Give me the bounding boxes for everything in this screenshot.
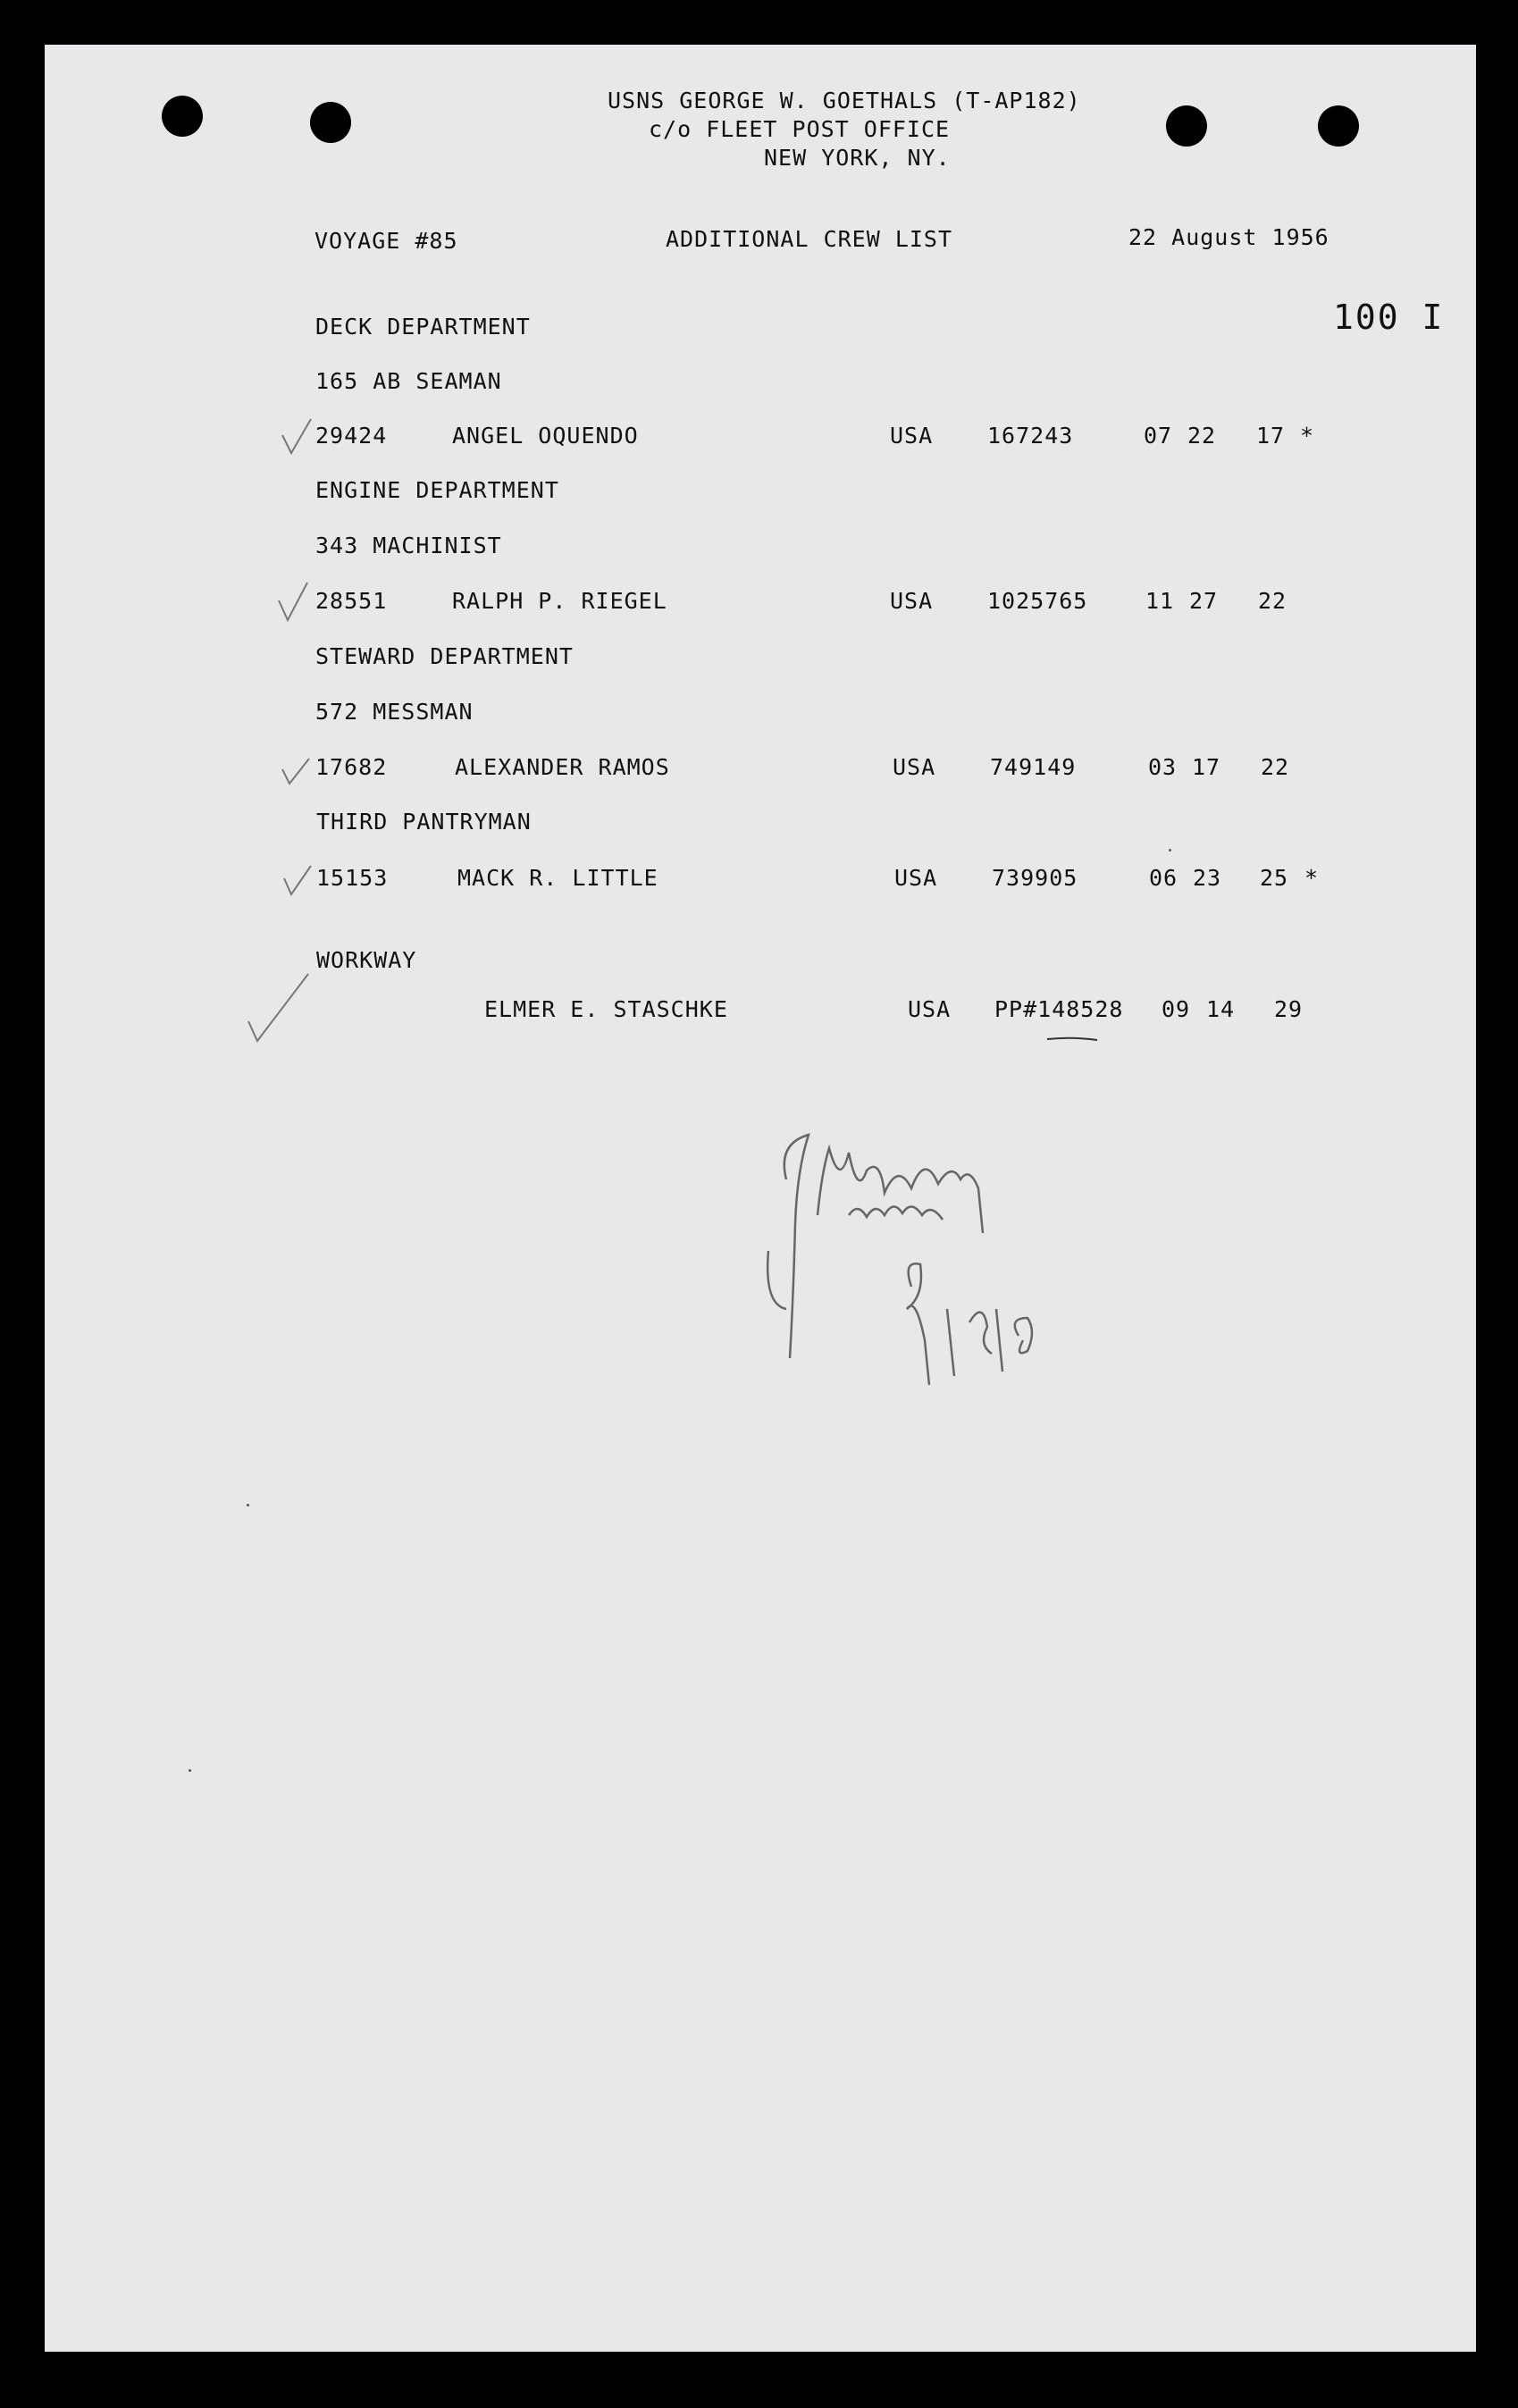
crew-country: USA <box>890 588 934 614</box>
asterisk-mark: * <box>1304 865 1320 891</box>
birth-day: 22 <box>1187 423 1217 449</box>
check-mark-icon <box>241 969 313 1045</box>
punch-hole-left-1 <box>162 96 203 137</box>
birth-year: 22 <box>1258 588 1287 614</box>
birth-year: 17 <box>1256 423 1286 449</box>
crew-name: ALEXANDER RAMOS <box>455 754 670 780</box>
birth-year: 25 <box>1260 865 1289 891</box>
crew-number: 17682 <box>315 754 388 780</box>
underline-mark <box>1045 1035 1099 1044</box>
crew-name: MACK R. LITTLE <box>457 865 658 891</box>
punch-hole-left-2 <box>310 102 351 143</box>
check-mark-icon <box>279 755 315 786</box>
crew-document: 1025765 <box>987 588 1088 614</box>
crew-document: 739905 <box>992 865 1078 891</box>
rating-label: 572 MESSMAN <box>315 699 474 725</box>
asterisk-mark: * <box>1300 423 1315 449</box>
birth-month: 09 <box>1162 996 1191 1022</box>
rating-label: THIRD PANTRYMAN <box>316 809 532 835</box>
page-mark: 100 I <box>1333 298 1445 337</box>
paper-speck <box>189 1769 191 1772</box>
birth-month: 03 <box>1148 754 1178 780</box>
check-mark-icon <box>275 579 311 624</box>
birth-year: 22 <box>1261 754 1290 780</box>
crew-number: 29424 <box>315 423 388 449</box>
punch-hole-right-1 <box>1166 105 1207 147</box>
crew-name: ELMER E. STASCHKE <box>484 996 728 1022</box>
rating-label: WORKWAY <box>316 947 417 973</box>
ship-name: USNS GEORGE W. GOETHALS (T-AP182) <box>608 88 1081 113</box>
address-line-2: NEW YORK, NY. <box>764 145 951 171</box>
department-label: DECK DEPARTMENT <box>315 314 531 340</box>
crew-country: USA <box>894 865 938 891</box>
department-label: ENGINE DEPARTMENT <box>315 477 559 503</box>
birth-month: 07 <box>1144 423 1173 449</box>
crew-number: 15153 <box>316 865 389 891</box>
handwritten-signature <box>724 1117 1188 1439</box>
address-line-1: c/o FLEET POST OFFICE <box>649 116 951 142</box>
birth-day: 27 <box>1189 588 1219 614</box>
crew-country: USA <box>893 754 936 780</box>
crew-country: USA <box>908 996 952 1022</box>
document-title: ADDITIONAL CREW LIST <box>666 226 953 252</box>
birth-day: 14 <box>1206 996 1236 1022</box>
crew-document: PP#148528 <box>994 996 1124 1022</box>
birth-year: 29 <box>1274 996 1304 1022</box>
crew-name: ANGEL OQUENDO <box>452 423 639 449</box>
punch-hole-right-2 <box>1318 105 1359 147</box>
crew-document: 167243 <box>987 423 1074 449</box>
department-label: STEWARD DEPARTMENT <box>315 643 574 669</box>
rating-label: 343 MACHINIST <box>315 533 502 558</box>
voyage-number: VOYAGE #85 <box>315 228 458 254</box>
paper-speck <box>247 1504 249 1506</box>
list-date: 22 August 1956 <box>1128 224 1329 250</box>
crew-country: USA <box>890 423 934 449</box>
paper-speck <box>1169 849 1171 852</box>
birth-day: 17 <box>1192 754 1221 780</box>
birth-month: 06 <box>1149 865 1178 891</box>
rating-label: 165 AB SEAMAN <box>315 368 502 394</box>
crew-name: RALPH P. RIEGEL <box>452 588 667 614</box>
check-mark-icon <box>281 862 316 898</box>
crew-document: 749149 <box>990 754 1077 780</box>
check-mark-icon <box>279 415 315 456</box>
birth-month: 11 <box>1145 588 1175 614</box>
document-page <box>45 45 1476 2352</box>
crew-number: 28551 <box>315 588 388 614</box>
birth-day: 23 <box>1193 865 1222 891</box>
